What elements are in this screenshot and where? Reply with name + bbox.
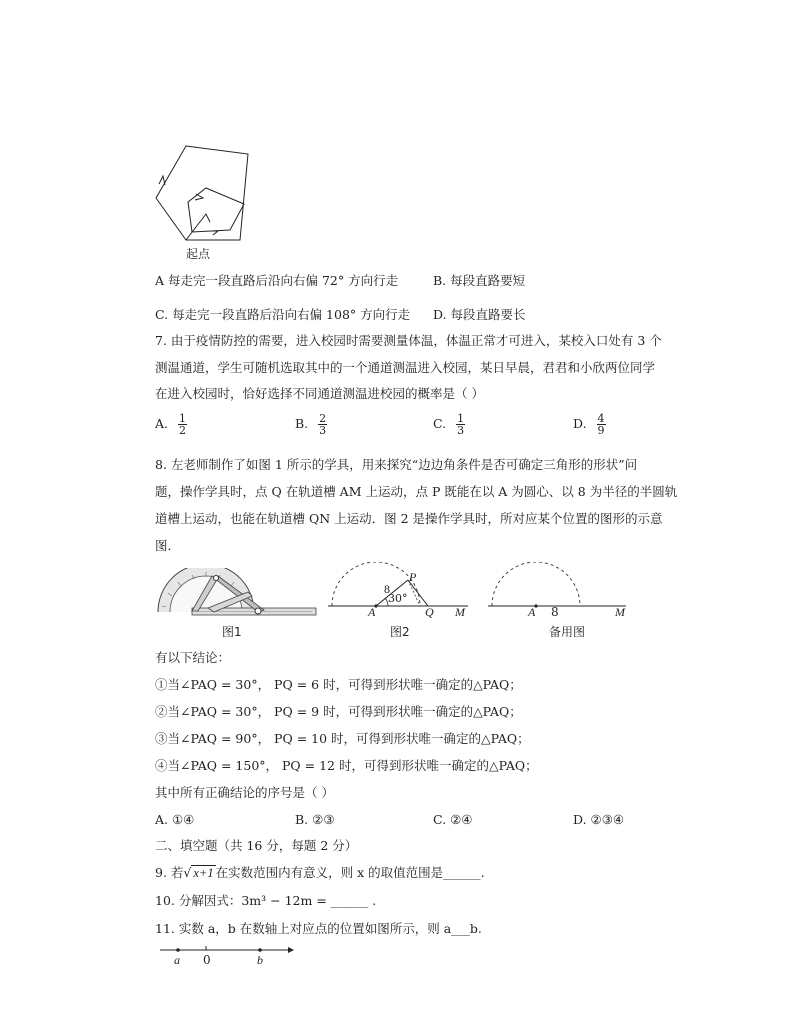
fig2-label-p: P — [409, 570, 417, 584]
sqrt-radicand: x+1 — [193, 866, 214, 880]
figure-1-caption: 图1 — [222, 625, 242, 639]
fraction: $\frac{2}{3}$ — [319, 412, 327, 437]
q8-option-c: C. ②④ — [433, 812, 473, 827]
q7-option-b: B. $\frac{2}{3}$ — [295, 412, 327, 437]
q6-option-c: C. 每走完一段直路后沿向右偏 108° 方向行走 — [155, 307, 411, 322]
q8-conclusion-3: ③当∠PAQ = 90°， PQ = 10 时，可得到形状唯一确定的△PAQ； — [155, 731, 530, 746]
q7-option-a: A. $\frac{1}{2}$ — [155, 412, 186, 437]
fig2-label-m: M — [455, 605, 465, 619]
q8-option-b: B. ②③ — [295, 812, 335, 827]
q7-option-c: C. $\frac{1}{3}$ — [433, 412, 465, 437]
q8-intro: 有以下结论： — [155, 650, 231, 665]
figure-2-caption: 图2 — [390, 625, 410, 639]
q10-line: 10. 分解因式：3m³ − 12m = ______ . — [155, 893, 377, 908]
section-2-heading: 二、填空题（共 16 分，每题 2 分） — [155, 838, 358, 853]
number-line-label-b: b — [257, 953, 263, 967]
fig2-label-a: A — [368, 605, 376, 619]
q6-option-b: B. 每段直路要短 — [433, 273, 526, 288]
number-line-label-zero: 0 — [203, 953, 211, 967]
q6-option-d: D. 每段直路要长 — [433, 307, 526, 322]
fig3-label-a: A — [528, 605, 536, 619]
backup-figure-diagram — [488, 562, 633, 622]
q7-line-2: 测温通道，学生可随机选取其中的一个通道测温进入校园，某日早晨，君君和小欣两位同学 — [155, 360, 656, 375]
fraction: $\frac{1}{3}$ — [457, 412, 465, 437]
fig2-label-q: Q — [425, 605, 434, 619]
fraction: $\frac{1}{2}$ — [179, 412, 186, 437]
fraction: $\frac{4}{9}$ — [597, 412, 605, 437]
q7-line-1: 7. 由于疫情防控的需要，进入校园时需要测量体温，体温正常才可进入，某校入口处有 3 个 — [155, 333, 662, 348]
fig3-label-m: M — [615, 605, 625, 619]
q8-conclusion-2: ②当∠PAQ = 30°， PQ = 9 时，可得到形状唯一确定的△PAQ； — [155, 704, 522, 719]
q7-option-d: D. $\frac{4}{9}$ — [573, 412, 605, 437]
q8-option-a: A. ①④ — [155, 812, 195, 827]
pentagon-path-figure — [150, 140, 260, 260]
backup-figure-caption: 备用图 — [549, 625, 586, 639]
q8-conclusion-1: ①当∠PAQ = 30°， PQ = 6 时，可得到形状唯一确定的△PAQ； — [155, 677, 522, 692]
fig2-label-len: 8 — [384, 582, 390, 596]
sqrt-symbol: √ — [183, 865, 192, 880]
q8-line-1: 8. 左老师制作了如图 1 所示的学具，用来探究“边边角条件是否可确定三角形的形状”问 — [155, 457, 638, 472]
figure-1-tool — [152, 568, 320, 618]
q8-line-4: 图． — [155, 538, 181, 553]
number-line-label-a: a — [174, 953, 180, 967]
number-line — [160, 942, 295, 958]
start-point-label: 起点 — [186, 247, 211, 261]
q7-line-3: 在进入校园时，恰好选择不同通道测温进校园的概率是（ ） — [155, 386, 484, 401]
q8-line-3: 道槽上运动，也能在轨道槽 QN 上运动．图 2 是操作学具时，所对应某个位置的图形的示意 — [155, 511, 663, 526]
q9-line: 9. 若√ x+1 在实数范围内有意义，则 x 的取值范围是______. — [155, 865, 485, 880]
q6-option-a: A 每走完一段直路后沿向右偏 72° 方向行走 — [155, 273, 399, 288]
fig3-label-len: 8 — [551, 605, 559, 619]
fig2-label-angle: 30° — [388, 592, 408, 605]
q11-line: 11. 实数 a，b 在数轴上对应点的位置如图所示，则 a___b. — [155, 921, 482, 936]
q8-conclusion-4: ④当∠PAQ = 150°， PQ = 12 时，可得到形状唯一确定的△PAQ； — [155, 758, 538, 773]
q8-ask: 其中所有正确结论的序号是（ ） — [155, 785, 334, 800]
q8-line-2: 题，操作学具时，点 Q 在轨道槽 AM 上运动，点 P 既能在以 A 为圆心、以 8 为半径的半圆轨 — [155, 484, 678, 499]
q8-option-d: D. ②③④ — [573, 812, 625, 827]
